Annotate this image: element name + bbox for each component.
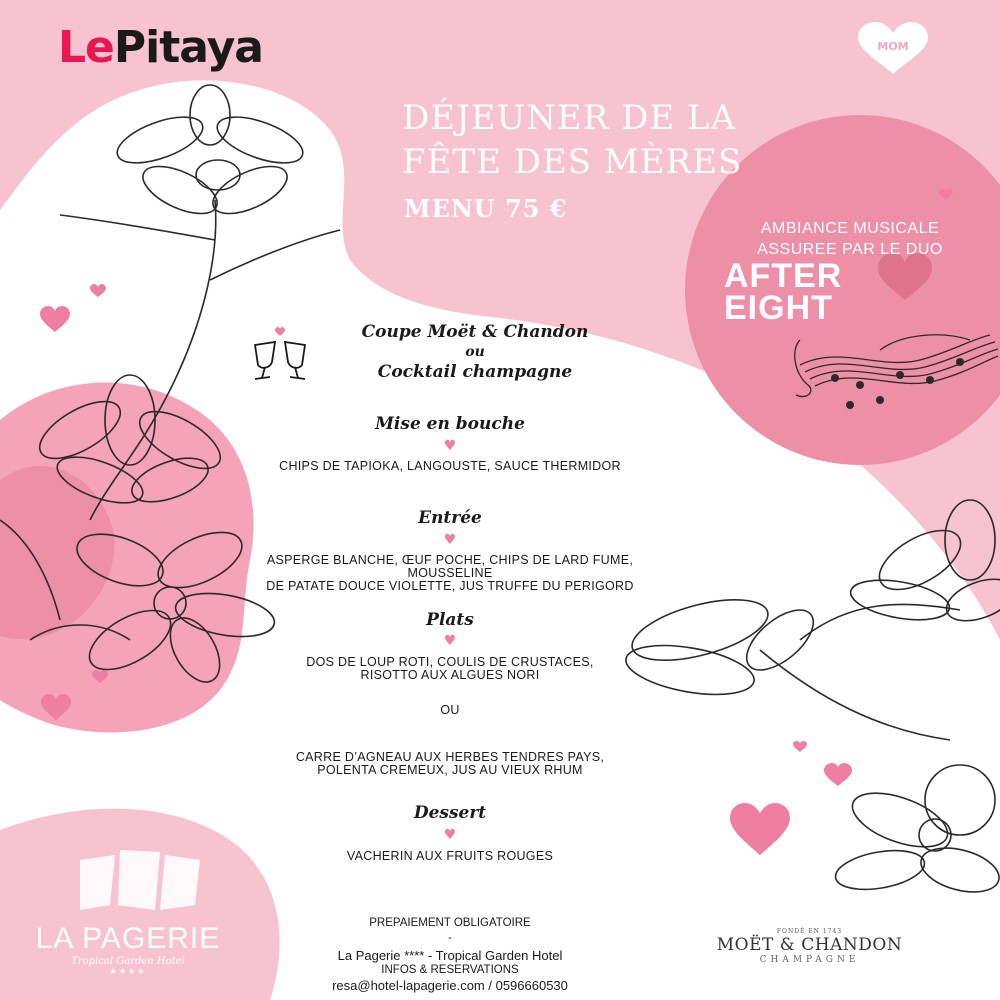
footer-dash: -	[448, 932, 452, 944]
plats-title: Plats	[426, 610, 474, 630]
menu-price: MENU 75 €	[404, 194, 568, 223]
moet-chandon-logo	[712, 928, 907, 965]
entree-item	[230, 554, 670, 593]
logo-pitaya-text: Pitaya	[113, 22, 263, 73]
logo-le-text: Le	[58, 22, 114, 73]
mom-badge: MOM	[877, 40, 909, 53]
music-line-2: ASSUREE PAR LE DUO	[757, 241, 943, 258]
plat-2-line-1: CARRE D’AGNEAU AUX HERBES TENDRES PAYS,	[295, 750, 605, 764]
entree-line-2: DE PATATE DOUCE VIOLETTE, JUS TRUFFE DU PERIGORD	[266, 579, 634, 593]
band-line-1: AFTER	[724, 257, 843, 295]
band-line-2: EIGHT	[724, 289, 833, 327]
title-line-1: DÉJEUNER DE LA	[402, 98, 737, 138]
entree-line-1: ASPERGE BLANCHE, ŒUF POCHE, CHIPS DE LARD FUME, MOUSSELINE	[266, 553, 634, 580]
plat-1-line-1: DOS DE LOUP ROTI, COULIS DE CRUSTACES,	[306, 655, 594, 669]
aperitif-line-3: Cocktail champagne	[377, 362, 573, 382]
pagerie-stars: ★★★★	[109, 967, 147, 976]
or-separator: OU	[440, 703, 460, 717]
page-title	[402, 96, 742, 184]
dessert-item: VACHERIN AUX FRUITS ROUGES	[346, 849, 554, 863]
pagerie-palm-icon	[80, 850, 200, 910]
aperitif-line-1: Coupe Moët & Chandon	[361, 322, 589, 342]
infos-label: INFOS & RESERVATIONS	[381, 964, 519, 976]
dessert-title: Dessert	[413, 803, 487, 823]
pagerie-logo	[28, 922, 228, 976]
plat-1	[250, 656, 650, 682]
prepay-notice: PREPAIEMENT OBLIGATOIRE	[369, 917, 531, 929]
title-line-2: FÊTE DES MÈRES	[402, 142, 743, 182]
heart-icon: ♥	[443, 532, 457, 548]
plat-2	[250, 751, 650, 777]
mise-en-bouche-title: Mise en bouche	[375, 414, 525, 434]
moet-name: MOËT & CHANDON	[716, 935, 903, 955]
plat-1-line-2: RISOTTO AUX ALGUES NORI	[360, 668, 540, 682]
plat-2-line-2: POLENTA CREMEUX, JUS AU VIEUX RHUM	[317, 763, 583, 777]
lepitaya-logo	[58, 22, 263, 73]
contact-info: resa@hotel-lapagerie.com / 0596660530	[332, 978, 568, 993]
heart-icon: ♥	[443, 827, 457, 843]
hotel-name: La Pagerie **** - Tropical Garden Hotel	[337, 948, 563, 963]
aperitif-or: ou	[465, 344, 485, 360]
moet-sub: CHAMPAGNE	[759, 955, 860, 965]
pagerie-tagline: Tropical Garden Hotel	[71, 956, 185, 967]
band-name	[724, 257, 843, 327]
mise-en-bouche-item: CHIPS DE TAPIOKA, LANGOUSTE, SAUCE THERMIDOR	[279, 459, 621, 473]
entree-title: Entrée	[418, 508, 482, 528]
heart-icon: ♥	[443, 438, 457, 454]
heart-icon: ♥	[443, 633, 457, 649]
music-info	[700, 218, 1000, 260]
music-line-1: AMBIANCE MUSICALE	[760, 220, 940, 237]
aperitif-section	[275, 322, 675, 382]
moet-founded: FONDÉ EN 1743	[776, 928, 843, 935]
pagerie-name: LA PAGERIE	[35, 922, 221, 955]
